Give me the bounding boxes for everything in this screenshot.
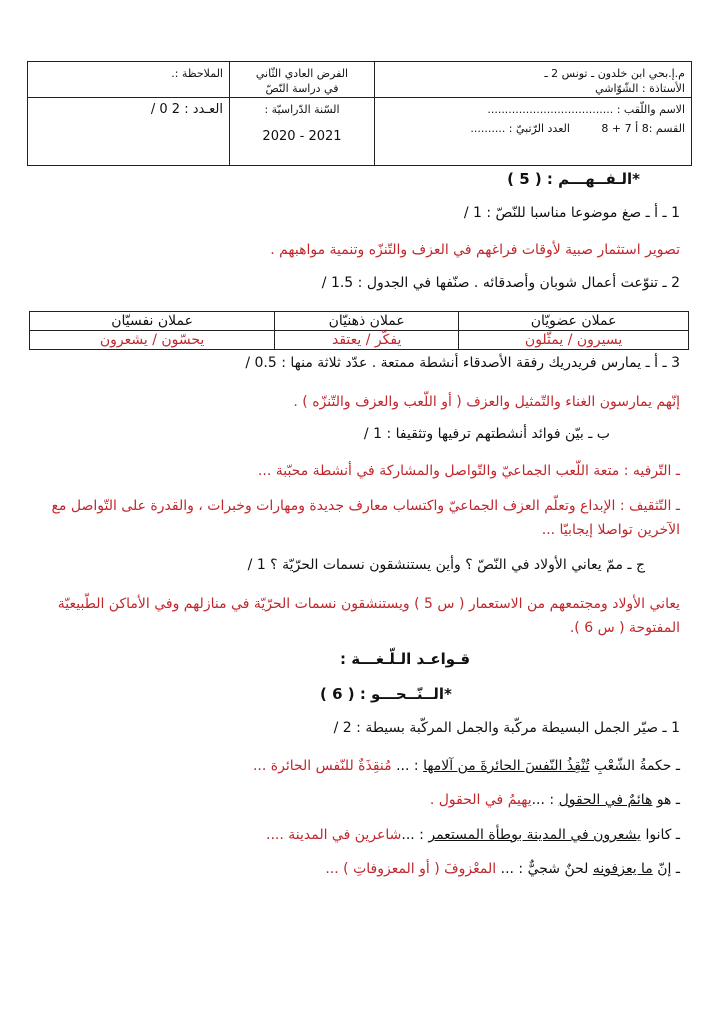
school-name: م.إ.بحي ابن خلدون ـ تونس 2 ـ <box>544 67 685 80</box>
table-answer-psychological: يحسّون / يشعرون <box>30 331 275 350</box>
notes-label: الملاحظة :. <box>171 67 223 80</box>
question-3b: ب ـ بيّن فوائد أنشطتهم ترفيها وتثقيفا : 1 / <box>363 426 610 442</box>
question-1a: 1 ـ أ ـ صغ موضوعا مناسبا للنّصّ : 1 / <box>463 205 680 221</box>
syntax-item-4: ـ إنّ ما يعزفونه لحنٌ شجيٌّ : ... المعْزوفَ ( أو المعزوفاتِ ) ... <box>325 861 680 877</box>
school-year: 2021 - 2020 <box>262 129 342 144</box>
syntax-answer-2: يهيمُ في الحقول . <box>429 792 532 808</box>
rank-field: العدد الرّتبيّ : .......... <box>470 122 570 135</box>
syntax-item-3: ـ كانوا يشعرون في المدينة بوطأة المستعمر : ...شاعرين في المدينة .... <box>266 827 680 843</box>
underlined-phrase: يشعرون في المدينة بوطأة المستعمر <box>428 827 642 843</box>
question-3a: 3 ـ أ ـ يمارس فريدريك رفقة الأصدقاء أنشطة ممتعة . عدّد ثلاثة منها : 0.5 / <box>245 355 680 371</box>
question-3c: ج ـ ممّ يعاني الأولاد في النّصّ ؟ وأين يستنشقون نسمات الحرّيّة ؟ 1 / <box>247 557 645 573</box>
answer-3b-entertainment: ـ التّرفيه : متعة اللّعب الجماعيّ والتّواصل والمشاركة في أنشطة محبّبة ... <box>257 463 680 479</box>
syntax-question-1: 1 ـ صيّر الجمل البسيطة مركّبة والجمل المركّبة بسيطة : 2 / <box>333 720 680 736</box>
notes-cell <box>28 62 229 98</box>
grade-label: العـدد : 2 0 / <box>150 102 223 117</box>
syntax-answer-4: المعْزوفَ ( أو المعزوفاتِ ) ... <box>325 861 497 877</box>
syntax-item-2: ـ هو هائمٌ في الحقول : ...يهيمُ في الحقول . <box>429 792 680 808</box>
grade-cell <box>28 98 229 165</box>
school-info-cell <box>374 62 691 98</box>
question-2: 2 ـ تنوّعت أعمال شوبان وأصدقائه . صنّفها في الجدول : 1.5 / <box>321 275 680 291</box>
syntax-heading: *الــنّــحـــو : ( 6 ) <box>320 685 452 703</box>
answer-3a: إنّهم يمارسون الغناء والتّمثيل والعزف ( أو اللّعب والعزف والتّنزّه ) . <box>293 394 680 410</box>
answer-3c: يعاني الأولاد ومجتمعهم من الاستعمار ( س 5 ) ويستنشقون نسمات الحرّيّة في منازلهم وفي الأماكن الطّبيعيّة المفتوحة ( س 6 ). <box>57 596 680 636</box>
underlined-phrase: هائمٌ في الحقول <box>558 792 653 808</box>
underlined-phrase: تُنْقِذُ النّفسَ الحائرةَ من آلامها <box>423 758 590 774</box>
syntax-answer-3: شاعرين في المدينة .... <box>266 827 402 843</box>
syntax-answer-1: مُنقِذَةٌ للنّفس الحائرة ... <box>252 758 392 774</box>
student-info-cell <box>374 98 691 165</box>
answer-1a: تصوير استثمار صبية لأوقات فراغهم في العزف والتّنزّه وتنمية مواهبهم . <box>270 242 680 258</box>
grammar-heading: قـواعـد الـلّـغـــة : <box>340 650 471 668</box>
exam-header <box>27 61 692 166</box>
school-year-label: السّنة الدّراسيّة : <box>264 103 340 116</box>
table-header-mental: عملان ذهنيّان <box>275 312 459 331</box>
exam-title: الفرض العادي الثّاني <box>255 67 349 80</box>
answer-3b-culture: ـ التّثقيف : الإبداع وتعلّم العزف الجماعيّ واكتساب معارف جديدة ومهارات وخبرات ، والقدرة على التّواصل مع الآخرين تواصلا إيجابيّا ... <box>51 498 680 538</box>
class-field <box>381 121 685 136</box>
work-classification-table <box>29 311 689 350</box>
comprehension-heading: *الـفــهـــم : ( 5 ) <box>507 170 640 188</box>
underlined-phrase: ما يعزفونه <box>592 861 653 877</box>
school-year-cell <box>229 98 374 165</box>
class-label: القسم :8 أ 7 + 8 <box>601 122 685 135</box>
table-answer-organic: يسيرون / يمثّلون <box>459 331 689 350</box>
table-header-psychological: عملان نفسيّان <box>30 312 275 331</box>
exam-subtitle: في دراسة النّصّ <box>265 82 339 95</box>
teacher-name: الأستاذة : الشّوّاشي <box>595 82 685 95</box>
table-header-organic: عملان عضويّان <box>459 312 689 331</box>
exam-title-cell <box>229 62 374 98</box>
name-field: الاسم واللّقب : .................................... <box>487 103 685 116</box>
syntax-item-1: ـ حكمةُ الشّعْبِ تُنْقِذُ النّفسَ الحائرةَ من آلامها : ... مُنقِذَةٌ للنّفس الحائرة ... <box>252 758 680 774</box>
table-answer-mental: يفكّر / يعتقد <box>275 331 459 350</box>
